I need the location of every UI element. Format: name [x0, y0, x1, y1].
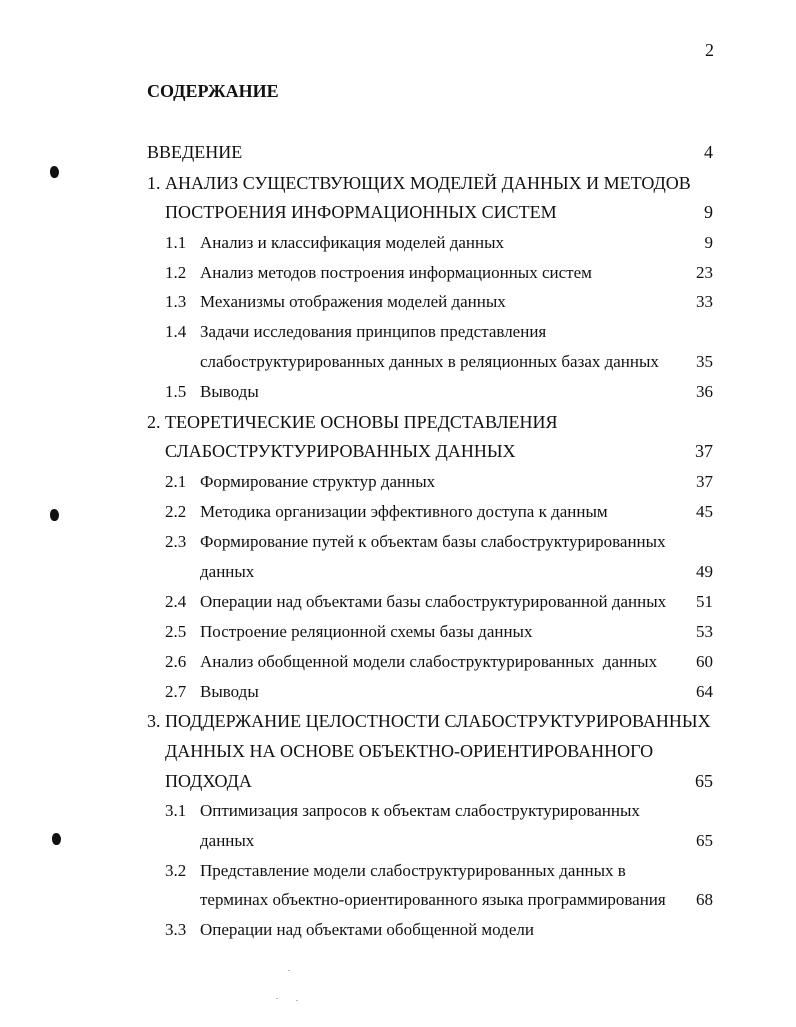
toc-page-2-3: 49	[696, 562, 713, 581]
toc-section-2-7: 2.7 Выводы	[165, 682, 259, 701]
toc-section-2-4: 2.4 Операции над объектами базы слабоструктурированной данных	[165, 592, 667, 611]
binder-hole-mark-bottom	[52, 833, 61, 845]
toc-chapter-3-line1: 3. ПОДДЕРЖАНИЕ ЦЕЛОСТНОСТИ СЛАБОСТРУКТУРИРОВАННЫХ	[147, 711, 711, 731]
toc-section-3-1-line2: данных	[200, 831, 255, 850]
toc-heading: СОДЕРЖАНИЕ	[147, 81, 279, 101]
toc-page-chapter-1: 9	[704, 202, 713, 222]
binder-hole-mark-middle	[50, 509, 59, 521]
toc-page-2-2: 45	[696, 502, 713, 521]
toc-chapter-1-line2: ПОСТРОЕНИЯ ИНФОРМАЦИОННЫХ СИСТЕМ	[165, 202, 557, 222]
toc-page-1-1: 9	[704, 233, 713, 252]
toc-section-2-6: 2.6 Анализ обобщенной модели слабоструктурированных данных	[165, 652, 658, 671]
page-number: 2	[705, 40, 714, 60]
scan-speck	[296, 1000, 298, 1001]
scan-speck	[288, 970, 290, 971]
scan-speck	[276, 998, 278, 999]
toc-section-2-3-line1: 2.3 Формирование путей к объектам базы слабоструктурированных	[165, 532, 666, 551]
toc-page-3-1: 65	[696, 831, 713, 850]
toc-section-3-2-line2: терминах объектно-ориентированного языка программирования	[200, 890, 666, 909]
toc-section-1-1: 1.1 Анализ и классификация моделей данных	[165, 233, 505, 252]
toc-page-chapter-2: 37	[695, 441, 713, 461]
toc-section-1-2: 1.2 Анализ методов построения информационных систем	[165, 263, 592, 282]
toc-section-2-5: 2.5 Построение реляционной схемы базы данных	[165, 622, 533, 641]
toc-section-3-3: 3.3 Операции над объектами обобщенной модели	[165, 920, 534, 939]
toc-section-2-1: 2.1 Формирование структур данных	[165, 472, 436, 491]
toc-chapter-2-line2: СЛАБОСТРУКТУРИРОВАННЫХ ДАННЫХ	[165, 441, 516, 461]
toc-chapter-3-line2: ДАННЫХ НА ОСНОВЕ ОБЪЕКТНО-ОРИЕНТИРОВАННОГО	[165, 741, 654, 761]
toc-page-2-4: 51	[696, 592, 713, 611]
toc-page-chapter-3: 65	[695, 771, 713, 791]
toc-chapter-2-line1: 2. ТЕОРЕТИЧЕСКИЕ ОСНОВЫ ПРЕДСТАВЛЕНИЯ	[147, 412, 558, 432]
toc-page-1-4: 35	[696, 352, 713, 371]
toc-page-1-3: 33	[696, 292, 713, 311]
toc-section-1-4-line2: слабоструктурированных данных в реляционных базах данных	[200, 352, 659, 371]
binder-hole-mark-top	[50, 166, 59, 178]
toc-section-3-2-line1: 3.2 Представление модели слабоструктурированных данных в	[165, 861, 626, 880]
toc-section-1-5: 1.5 Выводы	[165, 382, 259, 401]
toc-page-1-5: 36	[696, 382, 713, 401]
toc-page-3-2: 68	[696, 890, 713, 909]
toc-chapter-3-line3: ПОДХОДА	[165, 771, 252, 791]
toc-chapter-1-line1: 1. АНАЛИЗ СУЩЕСТВУЮЩИХ МОДЕЛЕЙ ДАННЫХ И МЕТОДОВ	[147, 173, 691, 193]
toc-page-2-7: 64	[696, 682, 713, 701]
toc-page-2-5: 53	[696, 622, 713, 641]
toc-section-1-3: 1.3 Механизмы отображения моделей данных	[165, 292, 506, 311]
toc-entry-intro: ВВЕДЕНИЕ	[147, 142, 243, 162]
toc-section-2-2: 2.2 Методика организации эффективного доступа к данным	[165, 502, 608, 521]
toc-section-2-3-line2: данных	[200, 562, 255, 581]
toc-page-2-1: 37	[696, 472, 713, 491]
toc-page-1-2: 23	[696, 263, 713, 282]
toc-section-3-1-line1: 3.1 Оптимизация запросов к объектам слабоструктурированных	[165, 801, 640, 820]
toc-page-2-6: 60	[696, 652, 713, 671]
toc-section-1-4-line1: 1.4 Задачи исследования принципов представления	[165, 322, 547, 341]
toc-page-intro: 4	[704, 142, 713, 162]
